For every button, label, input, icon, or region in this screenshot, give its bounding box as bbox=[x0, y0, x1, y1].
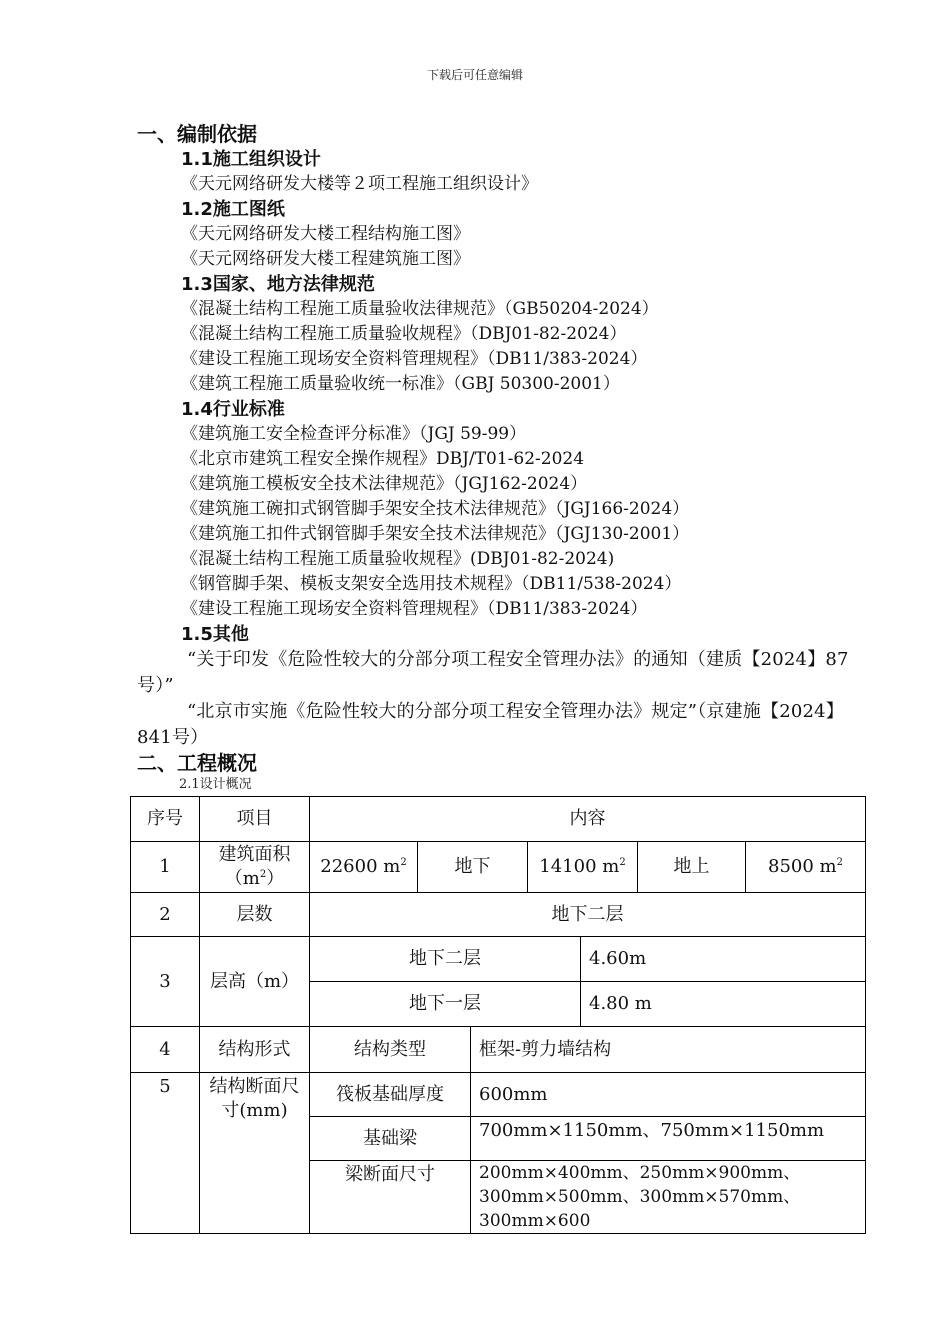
reference-item: 《混凝土结构工程施工质量验收法律规范》（GB50204-2024） bbox=[181, 299, 659, 319]
reference-item: 《天元网络研发大楼工程建筑施工图》 bbox=[181, 249, 470, 269]
subsection-title: 1.3国家、地方法律规范 bbox=[181, 274, 375, 295]
document-body bbox=[137, 122, 865, 794]
label-cell: 梁断面尺寸 bbox=[310, 1161, 471, 1234]
label-cell: 结构类型 bbox=[310, 1027, 471, 1073]
subsection-title: 1.1施工组织设计 bbox=[181, 149, 321, 170]
reference-item: 《建筑施工扣件式钢管脚手架安全技术法律规范》（JGJ130-2001） bbox=[181, 524, 690, 544]
reference-item: 《混凝土结构工程施工质量验收规程》(DBJ01-82-2024) bbox=[181, 549, 615, 569]
design-overview-table bbox=[130, 796, 866, 1234]
item-cell: 建筑面积$(m^2)$ bbox=[200, 842, 310, 893]
table-row bbox=[131, 1027, 866, 1073]
value-cell: 22600 $m^2$ bbox=[310, 842, 418, 893]
reference-item: 《建设工程施工现场安全资料管理规程》（DB11/383-2024） bbox=[181, 599, 648, 619]
value-cell: 700mm×1150mm、750mm×1150mm bbox=[471, 1117, 866, 1161]
item-cell: 结构形式 bbox=[200, 1027, 310, 1073]
page-header: 下载后可任意编辑 bbox=[426, 68, 523, 82]
subsection-title: 1.2施工图纸 bbox=[181, 199, 285, 220]
reference-item: 《混凝土结构工程施工质量验收规程》（DBJ01-82-2024） bbox=[181, 324, 627, 344]
row-number: 1 bbox=[131, 842, 200, 893]
subsection-title: 1.5其他 bbox=[181, 624, 249, 645]
row-number: 5 bbox=[131, 1073, 200, 1234]
table-row bbox=[131, 937, 866, 982]
reference-item: 《钢管脚手架、模板支架安全选用技术规程》（DB11/538-2024） bbox=[181, 574, 682, 594]
row-number: 4 bbox=[131, 1027, 200, 1073]
other-paragraph: “关于印发《危险性较大的分部分项工程安全管理办法》的通知（建质【2024】87号）” bbox=[137, 649, 849, 696]
header-cell: 内容 bbox=[310, 797, 866, 842]
reference-item: 《天元网络研发大楼等２项工程施工组织设计》 bbox=[181, 174, 538, 194]
reference-item: 《天元网络研发大楼工程结构施工图》 bbox=[181, 224, 470, 244]
label-cell: 地下 bbox=[418, 842, 528, 893]
value-cell: 8500 $m^2$ bbox=[746, 842, 866, 893]
value-cell: 14100 $m^2$ bbox=[528, 842, 638, 893]
table-row bbox=[131, 797, 866, 842]
section-title-overview: 二、工程概况 bbox=[137, 751, 257, 775]
header-cell: 项目 bbox=[200, 797, 310, 842]
label-cell: 地下二层 bbox=[310, 937, 581, 982]
label-cell: 基础梁 bbox=[310, 1117, 471, 1161]
table-caption: 2.1设计概况 bbox=[179, 777, 252, 792]
reference-item: 《建设工程施工现场安全资料管理规程》（DB11/383-2024） bbox=[181, 349, 648, 369]
item-cell: 结构断面尺寸(mm) bbox=[200, 1073, 310, 1234]
reference-item: 《建筑施工模板安全技术法律规范》（JGJ162-2024） bbox=[181, 474, 588, 494]
item-cell: 层数 bbox=[200, 893, 310, 937]
row-number: 3 bbox=[131, 937, 200, 1027]
value-cell: 框架-剪力墙结构 bbox=[471, 1027, 866, 1073]
label-cell: 地下一层 bbox=[310, 982, 581, 1027]
label-cell: 地上 bbox=[638, 842, 746, 893]
table-row bbox=[131, 1073, 866, 1117]
reference-item: 《建筑施工碗扣式钢管脚手架安全技术法律规范》（JGJ166-2024） bbox=[181, 499, 690, 519]
table-row bbox=[131, 893, 866, 937]
value-cell: 4.60m bbox=[581, 937, 866, 982]
value-cell: 地下二层 bbox=[310, 893, 866, 937]
reference-item: 《建筑施工安全检查评分标准》（JGJ 59-99） bbox=[181, 424, 527, 444]
other-paragraph: “北京市实施《危险性较大的分部分项工程安全管理办法》规定”（京建施【2024】841号） bbox=[137, 701, 845, 748]
value-cell: 4.80 m bbox=[581, 982, 866, 1027]
row-number: 2 bbox=[131, 893, 200, 937]
header-cell: 序号 bbox=[131, 797, 200, 842]
table-row bbox=[131, 842, 866, 893]
reference-item: 《北京市建筑工程安全操作规程》DBJ/T01-62-2024 bbox=[181, 449, 585, 469]
label-cell: 筏板基础厚度 bbox=[310, 1073, 471, 1117]
reference-item: 《建筑工程施工质量验收统一标准》（GBJ 50300-2001） bbox=[181, 374, 620, 394]
subsection-title: 1.4行业标准 bbox=[181, 399, 285, 420]
value-cell: 200mm×400mm、250mm×900mm、300mm×500mm、300mm×570mm、300mm×600 bbox=[471, 1161, 866, 1234]
section-title-basis: 一、编制依据 bbox=[137, 122, 257, 146]
item-cell: 层高（m） bbox=[200, 937, 310, 1027]
value-cell: 600mm bbox=[471, 1073, 866, 1117]
